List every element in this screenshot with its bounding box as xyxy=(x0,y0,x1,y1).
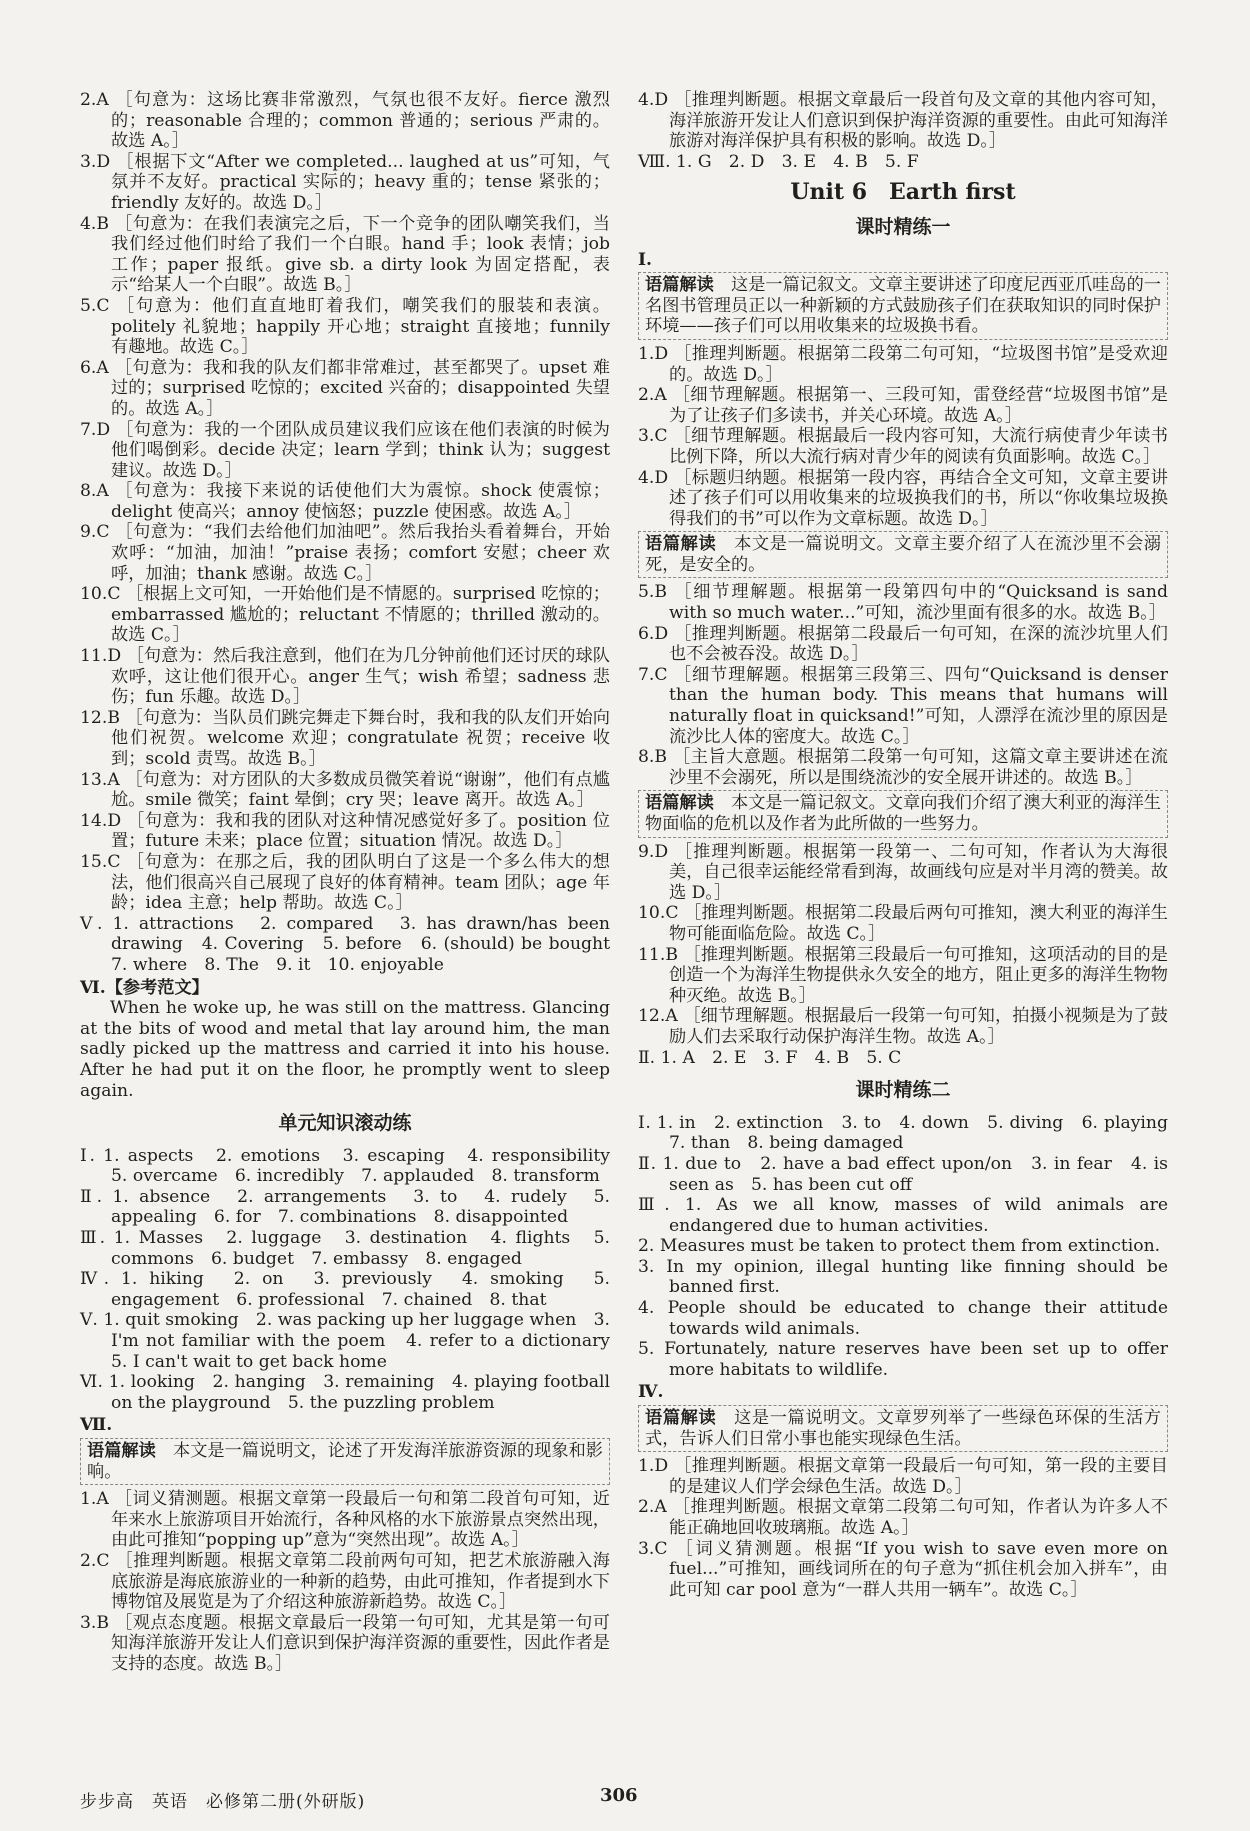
answer-item-5: 6.A ［句意为：我和我的队友们都非常难过，甚至都哭了。upset 难过的；surprised 吃惊的；excited 兴奋的；disappointed 失望的。故选 A。］ xyxy=(80,357,610,419)
answer-item-7: 8.A ［句意为：我接下来说的话使他们大为震惊。shock 使震惊；delight 使高兴；annoy 使恼怒；puzzle 使困惑。故选 A。］ xyxy=(80,481,610,522)
review-line-1: Ⅰ. 1. aspects 2. emotions 3. escaping 4. responsibility 5. overcame 6. incredibly 7. applauded 8. transform xyxy=(80,1145,628,1187)
lesson2-answer-1: 1.D ［推理判断题。根据文章第一段最后一句可知，第一段的主要目的是建议人们学会绿色生活。故选 D。］ xyxy=(638,1456,1168,1497)
passage-analysis-box xyxy=(638,790,1168,837)
lesson1-answer-1: 1.D ［推理判断题。根据第二段第二句可知，“垃圾图书馆”是受欢迎的。故选 D。］ xyxy=(638,343,1168,385)
page-number: 306 xyxy=(600,1785,638,1806)
lesson1-answer-2: 2.A ［细节理解题。根据第一、三段可知，雷登经营“垃圾图书馆”是为了让孩子们多读书，并关心环境。故选 A。］ xyxy=(638,385,1168,426)
review-line-2: Ⅱ. 1. absence 2. arrangements 3. to 4. rudely 5. appealing 6. for 7. combinations 8. disappointed xyxy=(80,1186,610,1228)
lesson2-answer-3: 3.C ［词义猜测题。根据“If you wish to save even more on fuel...”可推知，画线词所在的句子意为“抓住机会加入拼车”，由此可知 car pool 意为“一群人共用一辆车”。故选 C。］ xyxy=(638,1538,1168,1600)
lesson2-answer-2: 2.A ［推理判断题。根据文章第二段第二句可知，作者认为许多人不能正确地回收玻璃瓶。故选 A。］ xyxy=(638,1497,1168,1538)
lesson2-sentence-1: Ⅲ. 1. As we all know, masses of wild animals are endangered due to human activities. xyxy=(638,1195,1168,1236)
lesson2-section-3 xyxy=(638,1195,1168,1380)
answer-item-8: 9.C ［句意为：“我们去给他们加油吧”。然后我抬头看着舞台，开始欢呼：“加油，加油！”praise 表扬；comfort 安慰；cheer 欢呼，加油；thank 感谢。故选 C。］ xyxy=(80,522,610,584)
vii-answer-2: 2.C ［推理判断题。根据文章第二段前两句可知，把艺术旅游融入海底旅游是海底旅游业的一种新的趋势，由此可推知，作者提到水下博物馆及展览是为了介绍这种旅游新趋势。故选 C。］ xyxy=(80,1550,610,1613)
lesson1-answer-3: 7.C ［细节理解题。根据第三段第三、四句“Quicksand is denser than the human body. This means that humans will naturally float in quicksand!”可知，人漂浮在流沙里的原因是流沙比人体的密度大。故选 C。］ xyxy=(638,664,1168,747)
lesson2-line-1: Ⅰ. 1. in 2. extinction 3. to 4. down 5. diving 6. playing 7. than 8. being damaged xyxy=(638,1112,1186,1154)
passage-analysis-box xyxy=(638,1405,1168,1452)
lesson1-section-2: Ⅱ. 1. A 2. E 3. F 4. B 5. C xyxy=(638,1047,902,1068)
review-title: 单元知识滚动练 xyxy=(278,1112,412,1135)
lesson1-answers-c xyxy=(638,842,1168,1048)
lesson1-answer-2: 10.C ［推理判断题。根据第二段最后两句可推知，澳大利亚的海洋生物可能面临危险。故选 C。］ xyxy=(638,903,1168,944)
lesson2-section-4: Ⅳ. xyxy=(638,1382,664,1403)
lesson1-answer-1: 9.D ［推理判断题。根据第一段第一、二句可知，作者认为大海很美，自己很幸运能经常看到海，故画线句应是对半月湾的赞美。故选 D。］ xyxy=(638,841,1168,903)
vii-answer-3: 3.B ［观点态度题。根据文章最后一段第一句可知，尤其是第一句可知海洋旅游开发让人们意识到保护海洋资源的重要性，因此作者是支持的态度。故选 B。］ xyxy=(80,1612,610,1674)
lesson1-title: 课时精练一 xyxy=(855,215,951,238)
lesson2-sentence-3: 3. In my opinion, illegal hunting like finning should be banned first. xyxy=(638,1256,1168,1298)
review-line-5: Ⅴ. 1. quit smoking 2. was packing up her luggage when 3. I'm not familiar with the poem 4. refer to a dictionary 5. I can't wait to get back home xyxy=(80,1310,628,1372)
right-top-answer-1: 4.D ［推理判断题。根据文章最后一段首句及文章的其他内容可知，海洋旅游开发让人们意识到保护海洋资源的重要性。由此可知海洋旅游对海洋保护具有积极的影响。故选 D。］ xyxy=(638,90,1168,152)
lesson2-sentence-5: 5. Fortunately, nature reserves have been set up to offer more habitats to wildlife. xyxy=(638,1339,1168,1380)
lesson2-line-2: Ⅱ. 1. due to 2. have a bad effect upon/on 3. in fear 4. is seen as 5. has been cut off xyxy=(638,1153,1168,1195)
answer-item-3: 4.B ［句意为：在我们表演完之后，下一个竞争的团队嘲笑我们，当我们经过他们时给了我们一个白眼。hand 手；look 表情；job 工作；paper 报纸。give sb. a dirty look 为固定搭配，表示“给某人一个白眼”。故选 B。］ xyxy=(80,213,610,296)
lesson2-sentence-2: 2. Measures must be taken to protect them from extinction. xyxy=(638,1236,1161,1257)
section-vii-title: Ⅶ. xyxy=(80,1415,113,1436)
answer-item-14: 15.C ［句意为：在那之后，我的团队明白了这是一个多么伟大的想法，他们很高兴自己展现了良好的体育精神。team 团队；age 年龄；idea 主意；help 帮助。故选 C。］ xyxy=(80,851,610,914)
lesson2-title: 课时精练二 xyxy=(855,1079,951,1102)
review-line-4: Ⅳ. 1. hiking 2. on 3. previously 4. smoking 5. engagement 6. professional 7. chained 8. that xyxy=(80,1269,610,1310)
section-v-answers: Ⅴ. 1. attractions 2. compared 3. has drawn/has been drawing 4. Covering 5. before 6. (should) be bought 7. where 8. The 9. it 10. enjoyable xyxy=(80,913,628,975)
left-column xyxy=(80,90,628,1675)
passage-analysis-box xyxy=(638,531,1168,578)
answer-item-9: 10.C ［根据上文可知，一开始他们是不情愿的。surprised 吃惊的；embarrassed 尴尬的；reluctant 不情愿的；thrilled 激动的。故选 C。］ xyxy=(80,584,610,646)
lesson1-answer-4: 12.A ［细节理解题。根据最后一段第一句可知，拍摄小视频是为了鼓励人们去采取行动保护海洋生物。故选 A。］ xyxy=(638,1006,1168,1047)
section-vii-answers xyxy=(80,1489,610,1674)
box-label: 语篇解读 xyxy=(645,1408,717,1429)
model-essay: When he woke up, he was still on the mattress. Glancing at the bits of wood and metal that lay around him, the man sadly picked up the mattress and carried it into his house. After he had put it on the floor, he promptly went to sleep again. xyxy=(80,998,610,1101)
right-top-answers xyxy=(638,90,1168,152)
unit-title: Unit 6 Earth first xyxy=(790,179,1016,206)
answer-item-4: 5.C ［句意为：他们直直地盯着我们，嘲笑我们的服装和表演。politely 礼貌地；happily 开心地；straight 直接地；funnily 有趣地。故选 C。］ xyxy=(80,295,610,358)
lesson1-answers-b xyxy=(638,582,1168,788)
lesson1-answer-2: 6.D ［推理判断题。根据第二段最后一句可知，在深的流沙坑里人们也不会被吞没。故选 D。］ xyxy=(638,623,1168,665)
answer-item-11: 12.B ［句意为：当队员们跳完舞走下舞台时，我和我的队友们开始向他们祝贺。welcome 欢迎；congratulate 祝贺；receive 收到；scold 责骂。故选 B。］ xyxy=(80,707,610,769)
box-text: 本文是一篇记叙文。文章向我们介绍了澳大利亚的海洋生物面临的危机以及作者为此所做的一些努力。 xyxy=(645,793,1161,834)
box-label: 语篇解读 xyxy=(645,793,714,814)
box-text: 本文是一篇说明文，论述了开发海洋旅游资源的现象和影响。 xyxy=(87,1441,603,1482)
lesson1-answer-3: 3.C ［细节理解题。根据最后一段内容可知，大流行病使青少年读书比例下降，所以大流行病对青少年的阅读有负面影响。故选 C。］ xyxy=(638,426,1168,467)
box-label: 语篇解读 xyxy=(87,1441,156,1461)
passage-analysis-box xyxy=(80,1438,610,1485)
lesson1-answer-3: 11.B ［推理判断题。根据第三段最后一句可推知，这项活动的目的是创造一个为海洋生物提供永久安全的地方，阻止更多的海洋生物物种灭绝。故选 B。］ xyxy=(638,944,1168,1006)
lesson1-answers-a xyxy=(638,344,1168,529)
section-viii-answers: Ⅷ. 1. G 2. D 3. E 4. B 5. F xyxy=(638,151,919,172)
review-line-6: Ⅵ. 1. looking 2. hanging 3. remaining 4. playing football on the playground 5. the puzzling problem xyxy=(80,1372,610,1413)
answer-item-1: 2.A ［句意为：这场比赛非常激烈，气氛也很不友好。fierce 激烈的；reasonable 合理的；common 普通的；serious 严肃的。故选 A。］ xyxy=(80,90,610,152)
box-label: 语篇解读 xyxy=(645,534,717,555)
left-answer-list xyxy=(80,90,610,914)
lesson1-answer-1: 5.B ［细节理解题。根据第一段第四句中的“Quicksand is sand with so much water...”可知，流沙里面有很多的水。故选 B。］ xyxy=(638,582,1168,624)
review-list xyxy=(80,1145,628,1414)
answer-item-6: 7.D ［句意为：我的一个团队成员建议我们应该在他们表演的时候为他们喝倒彩。decide 决定；learn 学到；think 认为；suggest 建议。故选 D。］ xyxy=(80,419,610,481)
lesson2-lines xyxy=(638,1112,1186,1195)
answer-item-13: 14.D ［句意为：我和我的团队对这种情况感觉好多了。position 位置；future 未来；place 位置；situation 情况。故选 D。］ xyxy=(80,810,610,852)
lesson1-answer-4: 4.D ［标题归纳题。根据第一段内容，再结合全文可知，文章主要讲述了孩子们可以用收集来的垃圾换我们的书，所以“你收集垃圾换得我们的书”可以作为文章标题。故选 D。］ xyxy=(638,467,1168,529)
lesson2-answers xyxy=(638,1456,1168,1600)
lesson1-section-1: Ⅰ. xyxy=(638,249,653,270)
box-text: 这是一篇记叙文。文章主要讲述了印度尼西亚爪哇岛的一名图书管理员正以一种新颖的方式鼓励孩子们在获取知识的同时保护环境——孩子们可以用收集来的垃圾换书看。 xyxy=(645,275,1161,337)
passage-analysis-box xyxy=(638,272,1168,340)
right-column xyxy=(638,90,1186,1600)
answer-item-2: 3.D ［根据下文“After we completed... laughed at us”可知，气氛并不友好。practical 实际的；heavy 重的；tense 紧张的；friendly 友好的。故选 D。］ xyxy=(80,151,610,213)
footer-book-title: 步步高 英语 必修第二册(外研版) xyxy=(80,1792,366,1812)
box-text: 这是一篇说明文。文章罗列举了一些绿色环保的生活方式，告诉人们日常小事也能实现绿色生活。 xyxy=(645,1408,1161,1449)
review-line-3: Ⅲ. 1. Masses 2. luggage 3. destination 4. flights 5. commons 6. budget 7. embassy 8. engaged xyxy=(80,1228,610,1269)
box-text: 本文是一篇说明文。文章主要介绍了人在流沙里不会溺死，是安全的。 xyxy=(645,534,1161,575)
vii-answer-1: 1.A ［词义猜测题。根据文章第一段最后一句和第二段首句可知，近年来水上旅游项目开始流行，各种风格的水下旅游景点突然出现，由此可推知“popping up”意为“突然出现”。故选 A。］ xyxy=(80,1489,610,1551)
section-vi-title: Ⅵ.【参考范文】 xyxy=(80,977,209,998)
answer-item-12: 13.A ［句意为：对方团队的大多数成员微笑着说“谢谢”，他们有点尴尬。smile 微笑；faint 晕倒；cry 哭；leave 离开。故选 A。］ xyxy=(80,769,610,811)
lesson1-answer-4: 8.B ［主旨大意题。根据第二段第一句可知，这篇文章主要讲述在流沙里不会溺死，所以是围绕流沙的安全展开讲述的。故选 B。］ xyxy=(638,747,1168,788)
box-label: 语篇解读 xyxy=(645,275,714,296)
lesson2-sentence-4: 4. People should be educated to change their attitude towards wild animals. xyxy=(638,1298,1168,1339)
answer-item-10: 11.D ［句意为：然后我注意到，他们在为几分钟前他们还讨厌的球队欢呼，这让他们很开心。anger 生气；wish 希望；sadness 悲伤；fun 乐趣。故选 D。］ xyxy=(80,646,610,708)
